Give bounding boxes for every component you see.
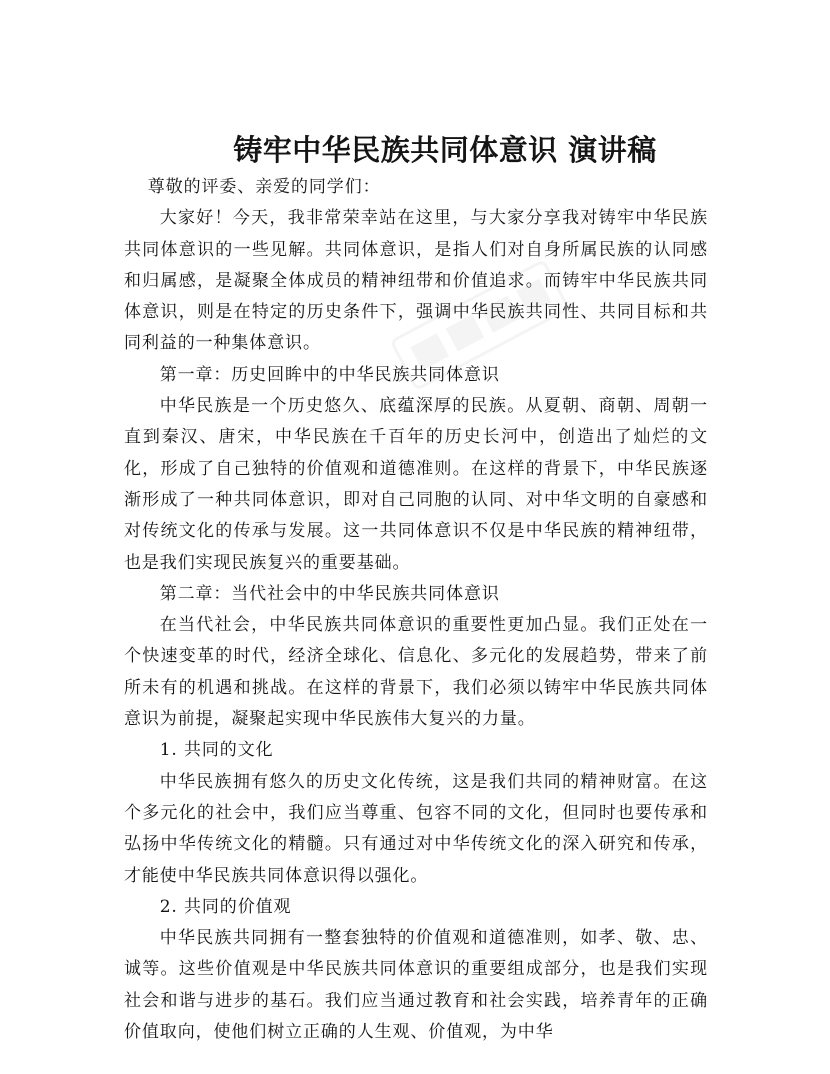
section-heading: 1. 共同的文化 (159, 740, 274, 761)
salutation-paragraph: 尊敬的评委、亲爱的同学们： (147, 177, 381, 197)
chapter-heading: 第二章：当代社会中的中华民族共同体意识 (159, 583, 500, 604)
document-title: 铸牢中华民族共同体意识 演讲稿 (233, 133, 657, 167)
document-body (124, 172, 708, 1048)
body-paragraph: 中华民族共同拥有一整套独特的价值观和道德准则，如孝、敬、忠、诚等。这些价值观是中华民族共同体意识的重要组成部分，也是我们实现社会和谐与进步的基石。我们应当通过教育和社会实践，培养青年的正确价值取向，使他们树立正确的人生观、价值观，为中华 (124, 928, 708, 1043)
chapter-heading: 第一章：历史回眸中的中华民族共同体意识 (159, 364, 500, 385)
section-heading: 2. 共同的价值观 (159, 896, 292, 917)
body-paragraph: 中华民族是一个历史悠久、底蕴深厚的民族。从夏朝、商朝、周朝一直到秦汉、唐宋，中华民族在千百年的历史长河中，创造出了灿烂的文化，形成了自己独特的价值观和道德准则。在这样的背景下，中华民族逐渐形成了一种共同体意识，即对自己同胞的认同、对中华文明的自豪感和对传统文化的传承与发展。这一共同体意识不仅是中华民族的精神纽带，也是我们实现民族复兴的重要基础。 (124, 396, 708, 573)
body-paragraph: 中华民族拥有悠久的历史文化传统，这是我们共同的精神财富。在这个多元化的社会中，我们应当尊重、包容不同的文化，但同时也要传承和弘扬中华传统文化的精髓。只有通过对中华传统文化的深入研究和传承，才能使中华民族共同体意识得以强化。 (124, 771, 708, 886)
body-paragraph: 在当代社会，中华民族共同体意识的重要性更加凸显。我们正处在一个快速变革的时代，经济全球化、信息化、多元化的发展趋势，带来了前所未有的机遇和挑战。在这样的背景下，我们必须以铸牢中华民族共同体意识为前提，凝聚起实现中华民族伟大复兴的力量。 (124, 615, 708, 730)
body-paragraph: 大家好！今天，我非常荣幸站在这里，与大家分享我对铸牢中华民族共同体意识的一些见解。共同体意识，是指人们对自身所属民族的认同感和归属感，是凝聚全体成员的精神纽带和价值追求。而铸牢中华民族共同体意识，则是在特定的历史条件下，强调中华民族共同性、共同目标和共同利益的一种集体意识。 (124, 208, 708, 354)
